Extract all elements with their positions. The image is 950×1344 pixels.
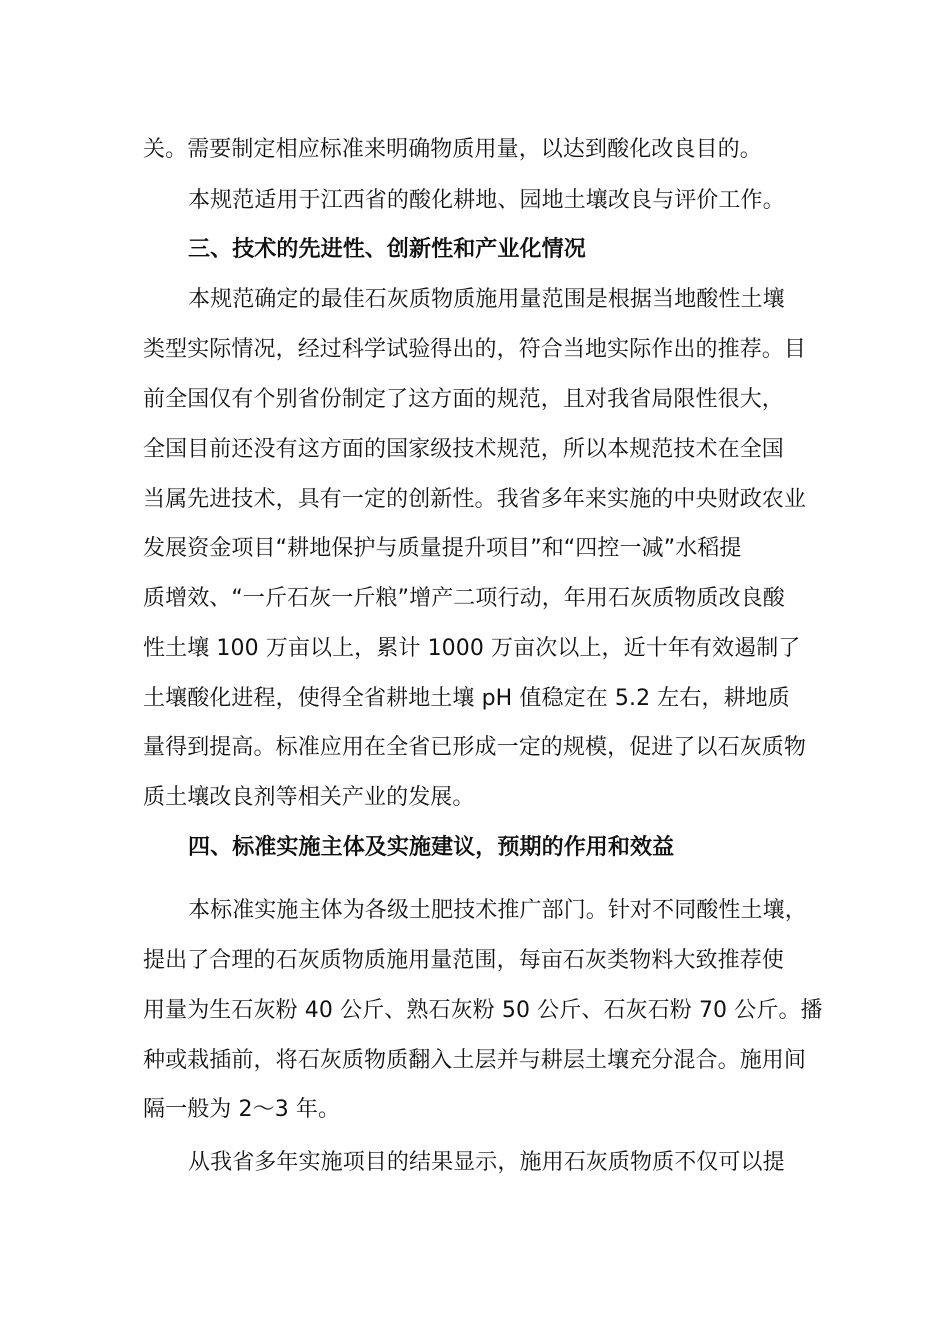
paragraph-line: 量得到提高。标准应用在全省已形成一定的规模，促进了以石灰质物 xyxy=(143,735,807,760)
paragraph-line: 全国目前还没有这方面的国家级技术规范，所以本规范技术在全国 xyxy=(143,437,784,462)
paragraph-line: 性土壤 100 万亩以上，累计 1000 万亩次以上，近十年有效遏制了 xyxy=(143,636,801,661)
section-heading: 三、技术的先进性、创新性和产业化情况 xyxy=(188,237,586,262)
paragraph-line: 提出了合理的石灰质物质施用量范围，每亩石灰类物料大致推荐使 xyxy=(143,948,784,973)
paragraph-line: 土壤酸化进程，使得全省耕地土壤 pH 值稳定在 5.2 左右，耕地质 xyxy=(143,686,790,711)
paragraph-line: 类型实际情况，经过科学试验得出的，符合当地实际作出的推荐。目 xyxy=(143,337,807,362)
paragraph-line: 当属先进技术，具有一定的创新性。我省多年来实施的中央财政农业 xyxy=(143,487,807,512)
paragraph-line: 关。需要制定相应标准来明确物质用量，以达到酸化改良目的。 xyxy=(143,137,762,162)
paragraph-line: 前全国仅有个别省份制定了这方面的规范，且对我省局限性很大， xyxy=(143,387,784,412)
paragraph-line: 本规范适用于江西省的酸化耕地、园地土壤改良与评价工作。 xyxy=(188,188,785,213)
paragraph-line: 隔一般为 2～3 年。 xyxy=(143,1097,341,1122)
section-heading: 四、标准实施主体及实施建议，预期的作用和效益 xyxy=(188,835,675,860)
paragraph-line: 质增效、“一斤石灰一斤粮”增产二项行动，年用石灰质物质改良酸 xyxy=(143,586,785,611)
paragraph-line: 本标准实施主体为各级土肥技术推广部门。针对不同酸性土壤， xyxy=(188,898,807,923)
paragraph-line: 用量为生石灰粉 40 公斤、熟石灰粉 50 公斤、石灰石粉 70 公斤。播 xyxy=(143,998,823,1023)
paragraph-line: 种或栽插前，将石灰质物质翻入土层并与耕层土壤充分混合。施用间 xyxy=(143,1048,807,1073)
paragraph-line: 发展资金项目“耕地保护与质量提升项目”和“四控一减”水稻提 xyxy=(143,536,742,561)
paragraph-line: 本规范确定的最佳石灰质物质施用量范围是根据当地酸性土壤 xyxy=(188,287,785,312)
paragraph-line: 质土壤改良剂等相关产业的发展。 xyxy=(143,785,475,810)
paragraph-line: 从我省多年实施项目的结果显示，施用石灰质物质不仅可以提 xyxy=(188,1150,785,1175)
